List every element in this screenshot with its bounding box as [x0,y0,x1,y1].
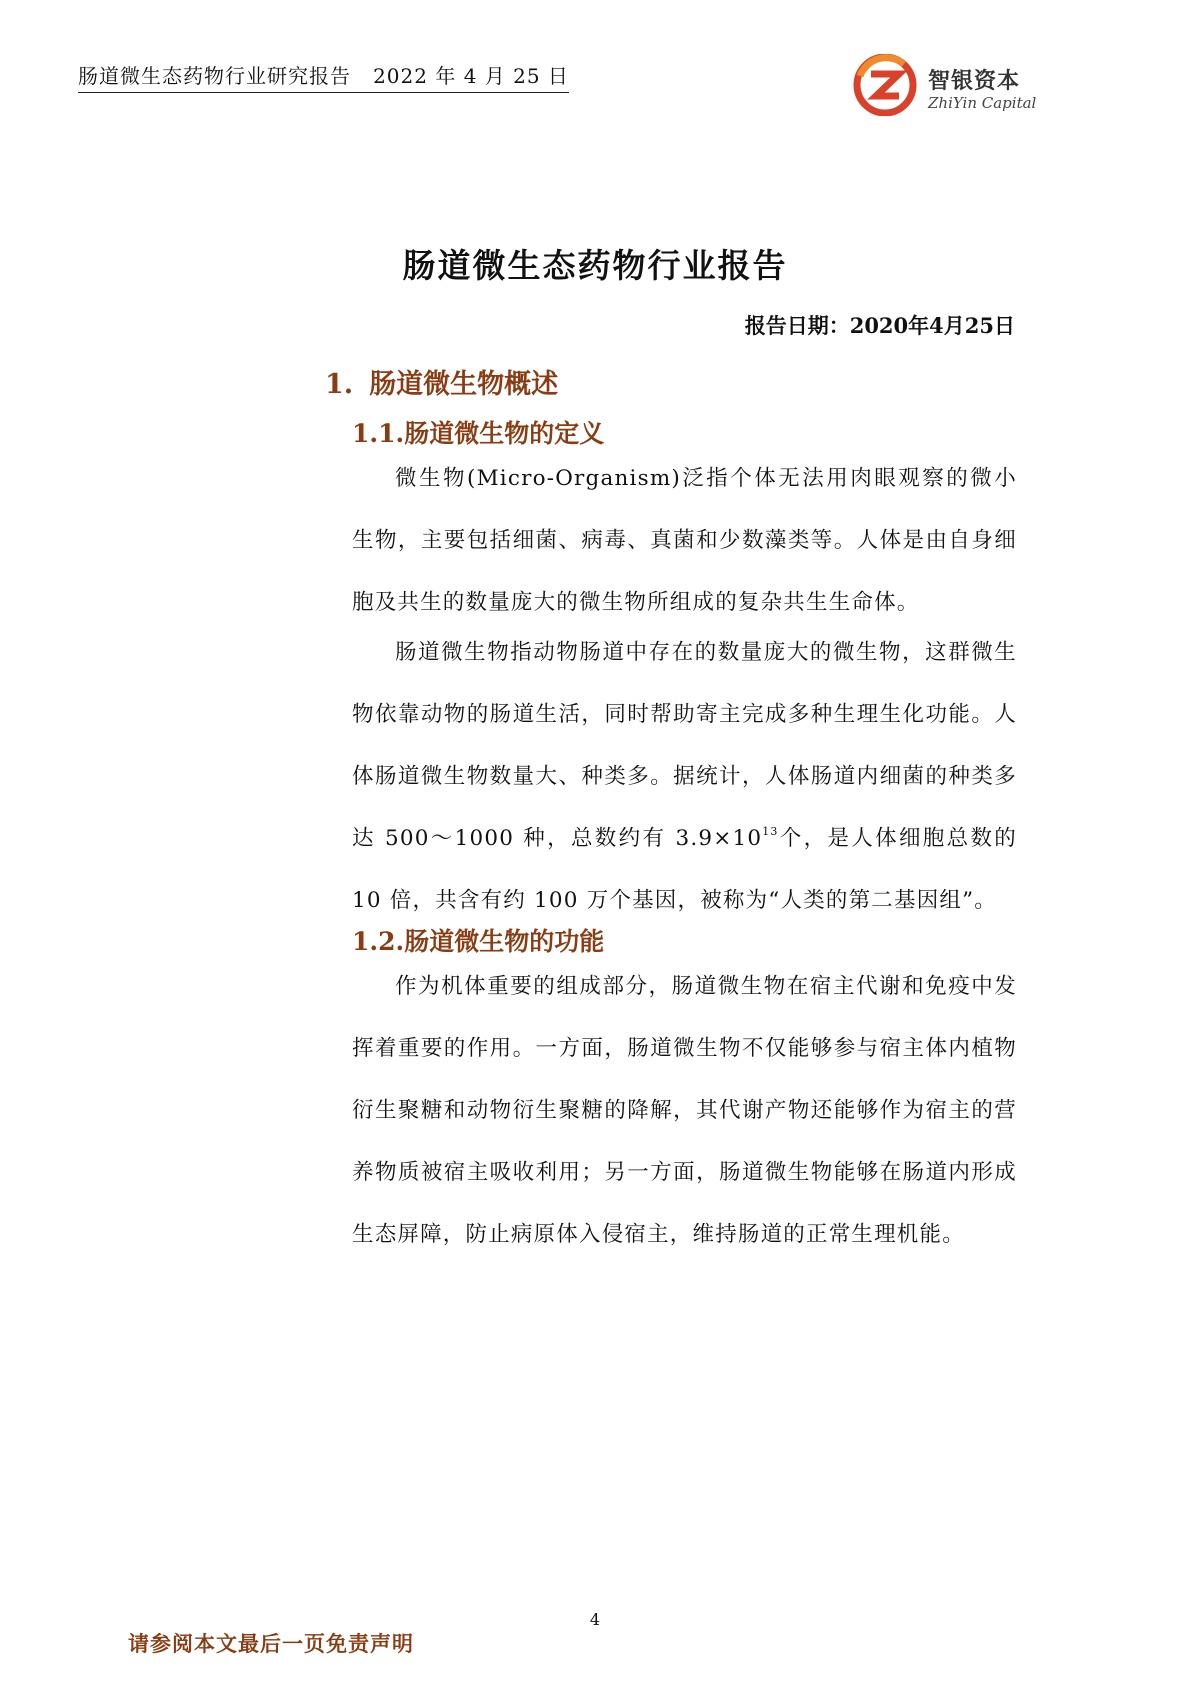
logo-name: 智银资本 [928,69,1021,94]
page-number: 4 [589,1610,601,1629]
section-number: 1. [325,369,354,400]
report-date: 报告日期：2020年4月25日 [744,313,1015,338]
paragraph-text: 个，是人体细胞总数的 10 倍，共含有约 100 万个基因，被称为“人类的第二基因组”。 [352,826,1017,913]
exponent: 13 [762,825,779,838]
section-heading [325,362,558,401]
paragraph-function-1: 作为机体重要的组成部分，肠道微生物在宿主代谢和免疫中发挥着重要的作用。一方面，肠道微生物不仅能够参与宿主体内植物衍生聚糖和动物衍生聚糖的降解，其代谢产物还能够作为宿主的营养物质被宿主吸收利用；另一方面，肠道微生物能够在肠道内形成生态屏障，防止病原体入侵宿主，维持肠道的正常生理机能。 [352,974,1017,1247]
running-title: 肠道微生态药物行业研究报告 [78,64,351,88]
zhiyin-logo-icon [852,54,918,116]
document-title: 肠道微生态药物行业报告 [402,246,788,285]
paragraph-text: 肠道微生物指动物肠道中存在的数量庞大的微生物，这群微生物依靠动物的肠道生活，同时帮助寄主完成多种生理生化功能。人体肠道微生物数量大、种类多。据统计，人体肠道内细菌的种类多达 500～1000 种，总数约有 3.9×10 [352,640,1017,851]
section-title: 肠道微生物概述 [369,369,559,400]
running-header [78,60,569,93]
subsection-heading-definition: 1.1.肠道微生物的定义 [352,419,605,448]
company-logo [852,50,1042,122]
paragraph-definition-1: 微生物(Micro-Organism)泛指个体无法用肉眼观察的微小生物，主要包括细菌、病毒、真菌和少数藻类等。人体是由自身细胞及共生的数量庞大的微生物所组成的复杂共生生命体。 [352,466,1017,615]
paragraph-definition-2 [352,622,1017,932]
subsection-heading-function: 1.2.肠道微生物的功能 [352,927,605,956]
header-date: 2022 年 4 月 25 日 [373,64,569,88]
footer-disclaimer: 请参阅本文最后一页免责声明 [128,1631,414,1656]
logo-english-name: ZhiYin Capital [928,94,1037,112]
